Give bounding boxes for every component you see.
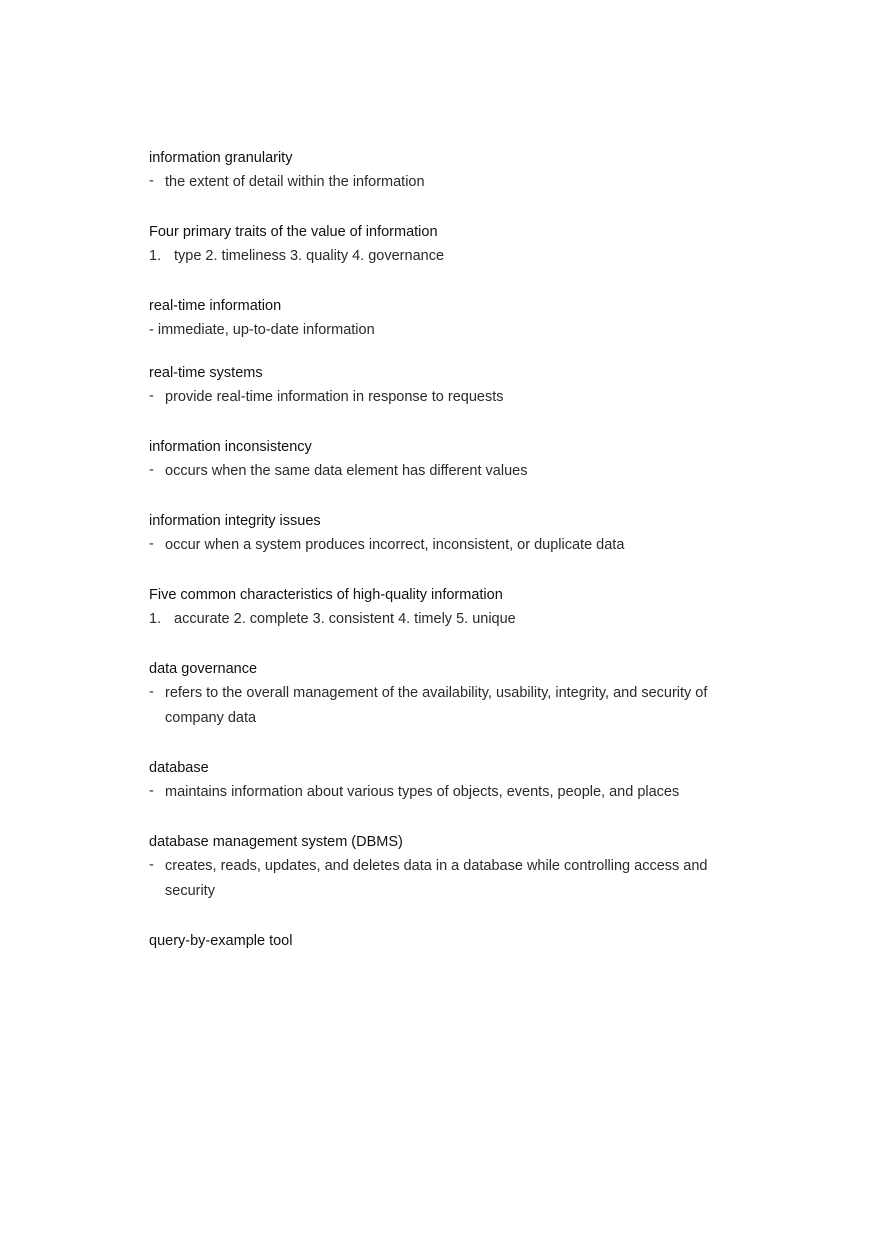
entry-five-common-characteristics: [149, 583, 749, 632]
dash-marker: -: [149, 857, 154, 873]
entry-term: Four primary traits of the value of information: [149, 224, 438, 240]
entry-definition: [149, 244, 749, 269]
number-marker: 1.: [149, 611, 162, 627]
entry-definition: [149, 607, 749, 632]
dash-marker: -: [149, 173, 154, 189]
definition-text: type 2. timeliness 3. quality 4. governance: [174, 248, 445, 264]
entry-term: real-time information: [149, 298, 282, 314]
dash-marker: -: [149, 684, 154, 700]
definition-text: - immediate, up-to-date information: [149, 322, 375, 338]
entry-definition: [149, 681, 745, 731]
entry-term: database: [149, 760, 209, 776]
definition-text: the extent of detail within the information: [165, 174, 425, 190]
entry-term: database management system (DBMS): [149, 834, 403, 850]
entry-dbms: [149, 830, 749, 904]
entry-term: information granularity: [149, 150, 293, 166]
dash-marker: -: [149, 783, 154, 799]
definition-text: refers to the overall management of the availability, usability, integrity, and security of company data: [165, 685, 708, 726]
dash-marker: -: [149, 388, 154, 404]
entry-information-granularity: [149, 146, 749, 195]
definition-text: creates, reads, updates, and deletes data in a database while controlling access and security: [165, 858, 708, 899]
entry-definition: [149, 533, 749, 558]
entry-term: real-time systems: [149, 365, 263, 381]
dash-marker: -: [149, 536, 154, 552]
entry-term: query-by-example tool: [149, 933, 293, 949]
entry-definition: [149, 780, 749, 805]
entry-term: Five common characteristics of high-quality information: [149, 587, 503, 603]
entry-four-primary-traits: [149, 220, 749, 269]
definition-text: occur when a system produces incorrect, inconsistent, or duplicate data: [165, 537, 625, 553]
entry-real-time-systems: [149, 361, 749, 410]
definition-text: maintains information about various types of objects, events, people, and places: [165, 784, 680, 800]
entry-data-governance: [149, 657, 749, 731]
document-page: [149, 146, 749, 953]
definition-text: provide real-time information in response to requests: [165, 389, 504, 405]
entry-term: data governance: [149, 661, 258, 677]
entry-database: [149, 756, 749, 805]
number-marker: 1.: [149, 248, 162, 264]
entry-term: information integrity issues: [149, 513, 321, 529]
entry-real-time-information: [149, 294, 749, 343]
entry-definition: [149, 170, 749, 195]
entry-information-integrity-issues: [149, 509, 749, 558]
entry-definition: [149, 459, 749, 484]
entry-information-inconsistency: [149, 435, 749, 484]
entry-definition: [149, 854, 725, 904]
entry-term: information inconsistency: [149, 439, 312, 455]
definition-text: accurate 2. complete 3. consistent 4. timely 5. unique: [174, 611, 516, 627]
entry-definition: [149, 318, 749, 343]
dash-marker: -: [149, 462, 154, 478]
entry-definition: [149, 385, 749, 410]
entry-query-by-example-tool: [149, 929, 749, 953]
definition-text: occurs when the same data element has different values: [165, 463, 528, 479]
